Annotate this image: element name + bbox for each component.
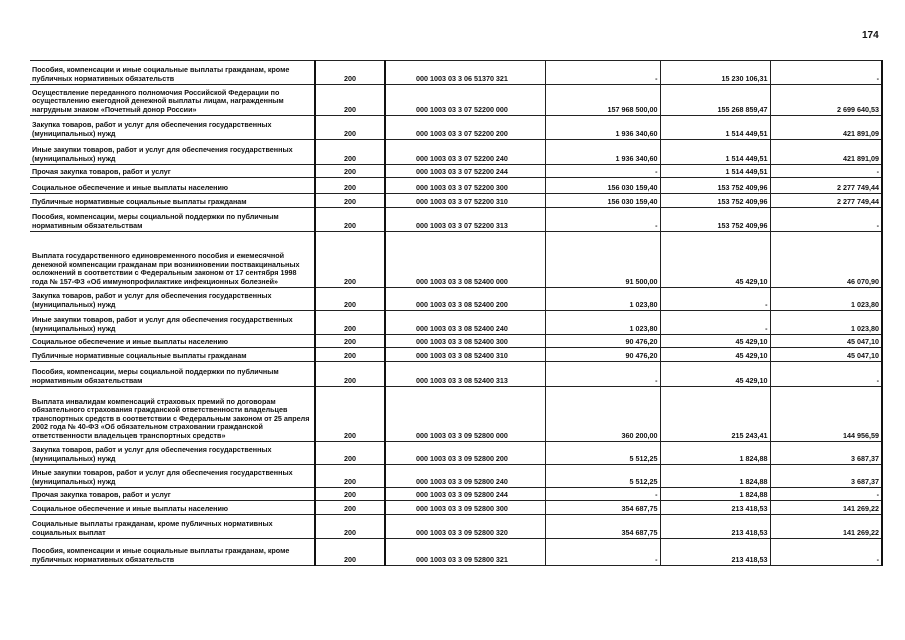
executed-amount: 1 824,88 xyxy=(660,488,770,501)
row-description: Выплата государственного единовременного пособия и ежемесячной денежной компенсации гражданам при возникновении поствакцинальных осложнений в соответствии с Федеральным законом от 17 сентября 1998 года № 157-ФЗ «Об иммунопрофилактике инфекционных болезней» xyxy=(30,232,315,288)
approved-amount: - xyxy=(545,362,660,387)
row-code: 200 xyxy=(315,311,385,335)
unexecuted-amount: 3 687,37 xyxy=(770,465,882,488)
budget-classification-code: 000 1003 03 3 07 52200 310 xyxy=(385,194,545,208)
row-code: 200 xyxy=(315,61,385,85)
unexecuted-amount: - xyxy=(770,488,882,501)
unexecuted-amount: 421 891,09 xyxy=(770,140,882,165)
executed-amount: 155 268 859,47 xyxy=(660,85,770,116)
approved-amount: 354 687,75 xyxy=(545,515,660,539)
budget-classification-code: 000 1003 03 3 08 52400 240 xyxy=(385,311,545,335)
budget-classification-code: 000 1003 03 3 09 52800 000 xyxy=(385,387,545,442)
unexecuted-amount: 1 023,80 xyxy=(770,311,882,335)
executed-amount: 45 429,10 xyxy=(660,362,770,387)
approved-amount: 1 936 340,60 xyxy=(545,116,660,140)
approved-amount: 1 936 340,60 xyxy=(545,140,660,165)
budget-classification-code: 000 1003 03 3 08 52400 313 xyxy=(385,362,545,387)
unexecuted-amount: 1 023,80 xyxy=(770,288,882,311)
executed-amount: 1 514 449,51 xyxy=(660,116,770,140)
executed-amount: 213 418,53 xyxy=(660,515,770,539)
row-code: 200 xyxy=(315,178,385,194)
budget-classification-code: 000 1003 03 3 09 52800 320 xyxy=(385,515,545,539)
row-description: Закупка товаров, работ и услуг для обеспечения государственных (муниципальных) нужд xyxy=(30,442,315,465)
executed-amount: 45 429,10 xyxy=(660,348,770,362)
approved-amount: 1 023,80 xyxy=(545,311,660,335)
table-row xyxy=(30,208,882,232)
executed-amount: 153 752 409,96 xyxy=(660,178,770,194)
budget-classification-code: 000 1003 03 3 07 52200 000 xyxy=(385,85,545,116)
table-row xyxy=(30,348,882,362)
budget-classification-code: 000 1003 03 3 09 52800 200 xyxy=(385,442,545,465)
budget-classification-code: 000 1003 03 3 09 52800 244 xyxy=(385,488,545,501)
row-description: Закупка товаров, работ и услуг для обеспечения государственных (муниципальных) нужд xyxy=(30,116,315,140)
approved-amount: - xyxy=(545,208,660,232)
table-row xyxy=(30,465,882,488)
table-row xyxy=(30,178,882,194)
table-row xyxy=(30,311,882,335)
budget-classification-code: 000 1003 03 3 09 52800 240 xyxy=(385,465,545,488)
row-description: Прочая закупка товаров, работ и услуг xyxy=(30,165,315,178)
approved-amount: 90 476,20 xyxy=(545,335,660,348)
row-code: 200 xyxy=(315,387,385,442)
row-description: Пособия, компенсации и иные социальные выплаты гражданам, кроме публичных нормативных обязательств xyxy=(30,539,315,566)
table-row xyxy=(30,387,882,442)
unexecuted-amount: 144 956,59 xyxy=(770,387,882,442)
table-row xyxy=(30,335,882,348)
unexecuted-amount: 45 047,10 xyxy=(770,335,882,348)
approved-amount: 90 476,20 xyxy=(545,348,660,362)
table-row xyxy=(30,140,882,165)
approved-amount: 156 030 159,40 xyxy=(545,178,660,194)
unexecuted-amount: - xyxy=(770,165,882,178)
budget-classification-code: 000 1003 03 3 08 52400 300 xyxy=(385,335,545,348)
unexecuted-amount: - xyxy=(770,208,882,232)
table-row xyxy=(30,85,882,116)
budget-classification-code: 000 1003 03 3 09 52800 300 xyxy=(385,501,545,515)
approved-amount: 156 030 159,40 xyxy=(545,194,660,208)
unexecuted-amount: 2 699 640,53 xyxy=(770,85,882,116)
executed-amount: - xyxy=(660,311,770,335)
row-code: 200 xyxy=(315,515,385,539)
unexecuted-amount: 2 277 749,44 xyxy=(770,194,882,208)
executed-amount: 213 418,53 xyxy=(660,539,770,566)
unexecuted-amount: 421 891,09 xyxy=(770,116,882,140)
row-code: 200 xyxy=(315,465,385,488)
approved-amount: 157 968 500,00 xyxy=(545,85,660,116)
row-description: Социальное обеспечение и иные выплаты населению xyxy=(30,501,315,515)
executed-amount: 1 824,88 xyxy=(660,442,770,465)
approved-amount: - xyxy=(545,165,660,178)
table-row xyxy=(30,362,882,387)
row-description: Прочая закупка товаров, работ и услуг xyxy=(30,488,315,501)
row-description: Осуществление переданного полномочия Российской Федерации по осуществлению ежегодной денежной выплаты лицам, награжденным нагрудным знаком «Почетный донор России» xyxy=(30,85,315,116)
unexecuted-amount: 141 269,22 xyxy=(770,515,882,539)
row-description: Пособия, компенсации и иные социальные выплаты гражданам, кроме публичных нормативных обязательств xyxy=(30,61,315,85)
table-row xyxy=(30,488,882,501)
approved-amount: 91 500,00 xyxy=(545,232,660,288)
budget-classification-code: 000 1003 03 3 07 52200 240 xyxy=(385,140,545,165)
table-row xyxy=(30,61,882,85)
row-description: Социальное обеспечение и иные выплаты населению xyxy=(30,335,315,348)
row-description: Публичные нормативные социальные выплаты гражданам xyxy=(30,348,315,362)
row-code: 200 xyxy=(315,85,385,116)
row-description: Иные закупки товаров, работ и услуг для обеспечения государственных (муниципальных) нужд xyxy=(30,465,315,488)
approved-amount: 354 687,75 xyxy=(545,501,660,515)
row-code: 200 xyxy=(315,488,385,501)
approved-amount: 360 200,00 xyxy=(545,387,660,442)
unexecuted-amount: 141 269,22 xyxy=(770,501,882,515)
budget-classification-code: 000 1003 03 3 08 52400 000 xyxy=(385,232,545,288)
table-row xyxy=(30,116,882,140)
row-code: 200 xyxy=(315,232,385,288)
executed-amount: 215 243,41 xyxy=(660,387,770,442)
table-row xyxy=(30,165,882,178)
row-code: 200 xyxy=(315,288,385,311)
budget-execution-table xyxy=(30,60,883,566)
approved-amount: - xyxy=(545,539,660,566)
row-code: 200 xyxy=(315,501,385,515)
row-description: Социальные выплаты гражданам, кроме публичных нормативных социальных выплат xyxy=(30,515,315,539)
table-row xyxy=(30,515,882,539)
approved-amount: - xyxy=(545,488,660,501)
budget-classification-code: 000 1003 03 3 06 51370 321 xyxy=(385,61,545,85)
executed-amount: 1 514 449,51 xyxy=(660,165,770,178)
budget-classification-code: 000 1003 03 3 07 52200 200 xyxy=(385,116,545,140)
page-number: 174 xyxy=(862,30,879,41)
budget-classification-code: 000 1003 03 3 07 52200 313 xyxy=(385,208,545,232)
budget-classification-code: 000 1003 03 3 07 52200 300 xyxy=(385,178,545,194)
row-code: 200 xyxy=(315,194,385,208)
executed-amount: 153 752 409,96 xyxy=(660,194,770,208)
row-description: Иные закупки товаров, работ и услуг для обеспечения государственных (муниципальных) нужд xyxy=(30,140,315,165)
executed-amount: 213 418,53 xyxy=(660,501,770,515)
approved-amount: - xyxy=(545,61,660,85)
row-code: 200 xyxy=(315,348,385,362)
executed-amount: 1 824,88 xyxy=(660,465,770,488)
row-code: 200 xyxy=(315,165,385,178)
table-row xyxy=(30,442,882,465)
row-description: Выплата инвалидам компенсаций страховых премий по договорам обязательного страхования гражданской ответственности владельцев транспортных средств в соответствии с Федеральным законом от 25 апреля 2002 года № 40-ФЗ «Об обязательном страховании гражданской ответственности владельцев транспортных средств» xyxy=(30,387,315,442)
table-row xyxy=(30,288,882,311)
budget-classification-code: 000 1003 03 3 09 52800 321 xyxy=(385,539,545,566)
unexecuted-amount: 2 277 749,44 xyxy=(770,178,882,194)
budget-classification-code: 000 1003 03 3 08 52400 310 xyxy=(385,348,545,362)
row-code: 200 xyxy=(315,208,385,232)
unexecuted-amount: - xyxy=(770,362,882,387)
row-description: Закупка товаров, работ и услуг для обеспечения государственных (муниципальных) нужд xyxy=(30,288,315,311)
executed-amount: - xyxy=(660,288,770,311)
executed-amount: 1 514 449,51 xyxy=(660,140,770,165)
row-code: 200 xyxy=(315,140,385,165)
unexecuted-amount: 46 070,90 xyxy=(770,232,882,288)
row-description: Публичные нормативные социальные выплаты гражданам xyxy=(30,194,315,208)
row-description: Пособия, компенсации, меры социальной поддержки по публичным нормативным обязательствам xyxy=(30,362,315,387)
unexecuted-amount: - xyxy=(770,539,882,566)
executed-amount: 153 752 409,96 xyxy=(660,208,770,232)
executed-amount: 45 429,10 xyxy=(660,232,770,288)
row-description: Пособия, компенсации, меры социальной поддержки по публичным нормативным обязательствам xyxy=(30,208,315,232)
table-row xyxy=(30,232,882,288)
unexecuted-amount: 45 047,10 xyxy=(770,348,882,362)
budget-classification-code: 000 1003 03 3 07 52200 244 xyxy=(385,165,545,178)
row-code: 200 xyxy=(315,335,385,348)
unexecuted-amount: - xyxy=(770,61,882,85)
executed-amount: 45 429,10 xyxy=(660,335,770,348)
row-code: 200 xyxy=(315,362,385,387)
approved-amount: 1 023,80 xyxy=(545,288,660,311)
row-code: 200 xyxy=(315,116,385,140)
row-code: 200 xyxy=(315,442,385,465)
executed-amount: 15 230 106,31 xyxy=(660,61,770,85)
row-code: 200 xyxy=(315,539,385,566)
table-row xyxy=(30,539,882,566)
budget-classification-code: 000 1003 03 3 08 52400 200 xyxy=(385,288,545,311)
row-description: Иные закупки товаров, работ и услуг для обеспечения государственных (муниципальных) нужд xyxy=(30,311,315,335)
table-row xyxy=(30,501,882,515)
approved-amount: 5 512,25 xyxy=(545,442,660,465)
unexecuted-amount: 3 687,37 xyxy=(770,442,882,465)
approved-amount: 5 512,25 xyxy=(545,465,660,488)
table-row xyxy=(30,194,882,208)
row-description: Социальное обеспечение и иные выплаты населению xyxy=(30,178,315,194)
